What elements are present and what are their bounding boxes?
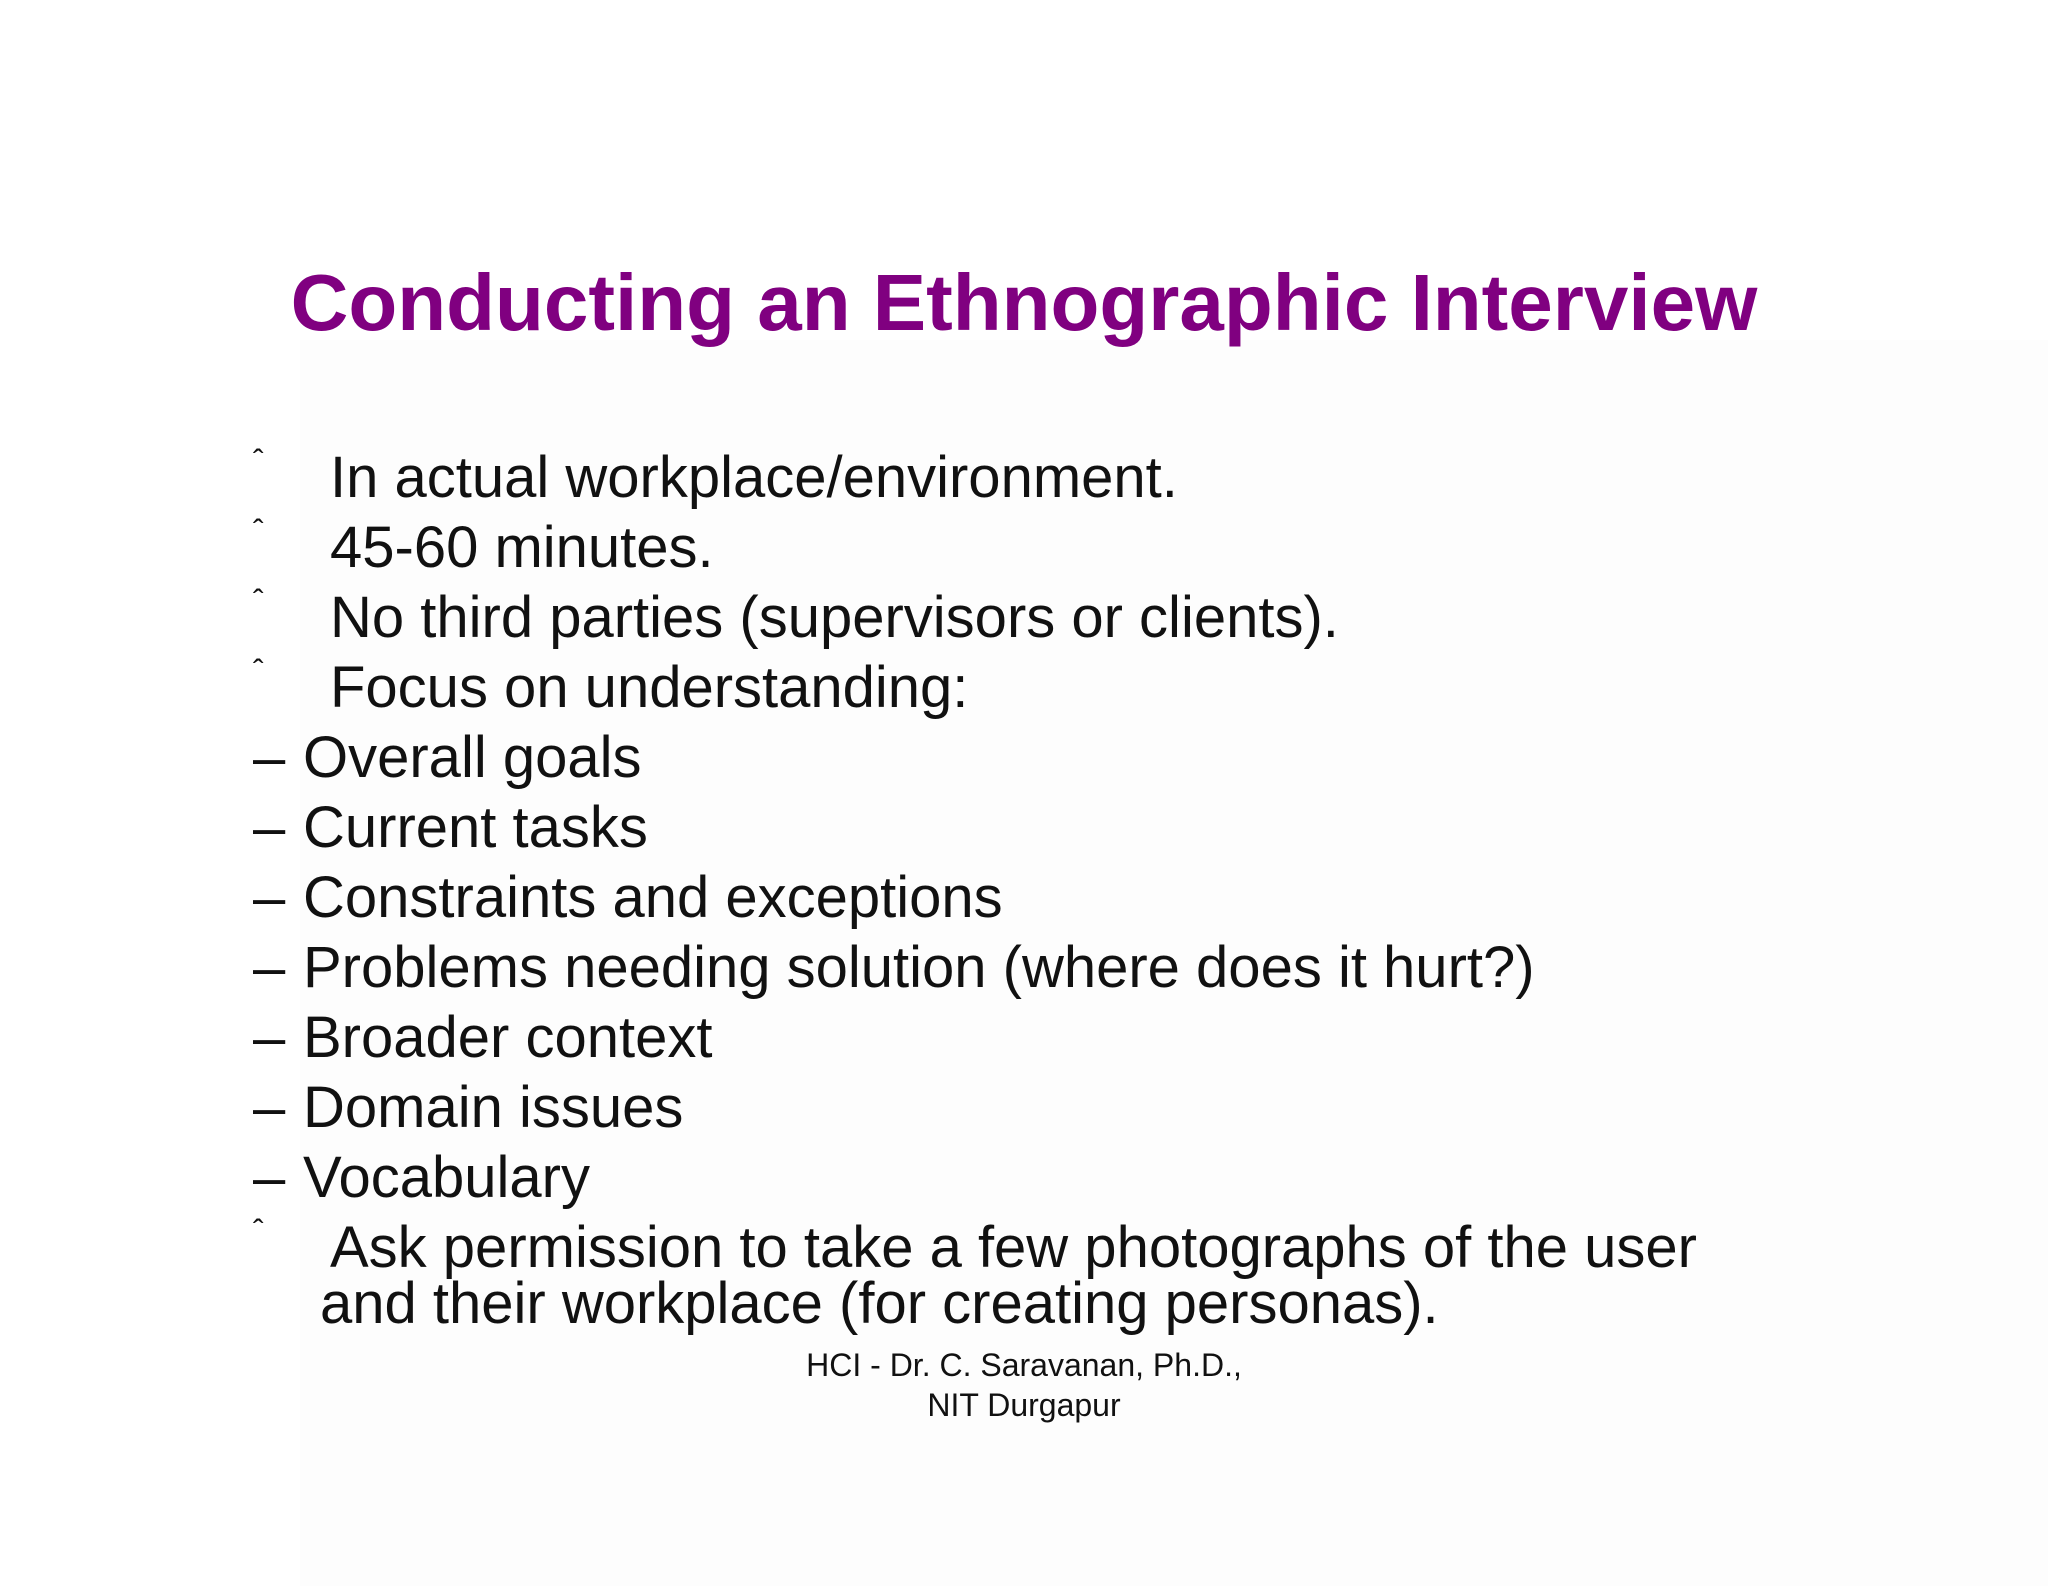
dash-marker: – — [253, 1005, 286, 1070]
dash-marker: – — [253, 795, 286, 860]
bullet-marker: ˆ — [253, 443, 264, 479]
bullet-marker: ˆ — [253, 513, 264, 549]
bullet-text: 45-60 minutes. — [330, 515, 714, 580]
bullet-text: No third parties (supervisors or clients). — [330, 585, 1339, 650]
footer-author: HCI - Dr. C. Saravanan, Ph.D., — [806, 1347, 1242, 1383]
sub-item-text: Problems needing solution (where does it hurt?) — [303, 935, 1535, 1000]
sub-item-text: Broader context — [303, 1005, 713, 1070]
sub-item-text: Current tasks — [303, 795, 648, 860]
bullet-text: In actual workplace/environment. — [330, 445, 1178, 510]
bullet-marker: ˆ — [253, 653, 264, 689]
bullet-marker: ˆ — [253, 583, 264, 619]
slide-title: Conducting an Ethnographic Interview — [290, 258, 1758, 347]
bullet-text: Ask permission to take a few photographs of the user — [330, 1215, 1697, 1280]
bullet-text: Focus on understanding: — [330, 655, 969, 720]
sub-item-text: Vocabulary — [303, 1145, 590, 1210]
sub-item-text: Overall goals — [303, 725, 642, 790]
bullet-text-continuation: and their workplace (for creating personas). — [320, 1271, 1439, 1336]
dash-marker: – — [253, 935, 286, 1000]
footer-institution: NIT Durgapur — [927, 1387, 1121, 1423]
sub-item-text: Domain issues — [303, 1075, 684, 1140]
dash-marker: – — [253, 725, 286, 790]
dash-marker: – — [253, 865, 286, 930]
bullet-marker: ˆ — [253, 1213, 264, 1249]
dash-marker: – — [253, 1145, 286, 1210]
sub-item-text: Constraints and exceptions — [303, 865, 1003, 930]
dash-marker: – — [253, 1075, 286, 1140]
